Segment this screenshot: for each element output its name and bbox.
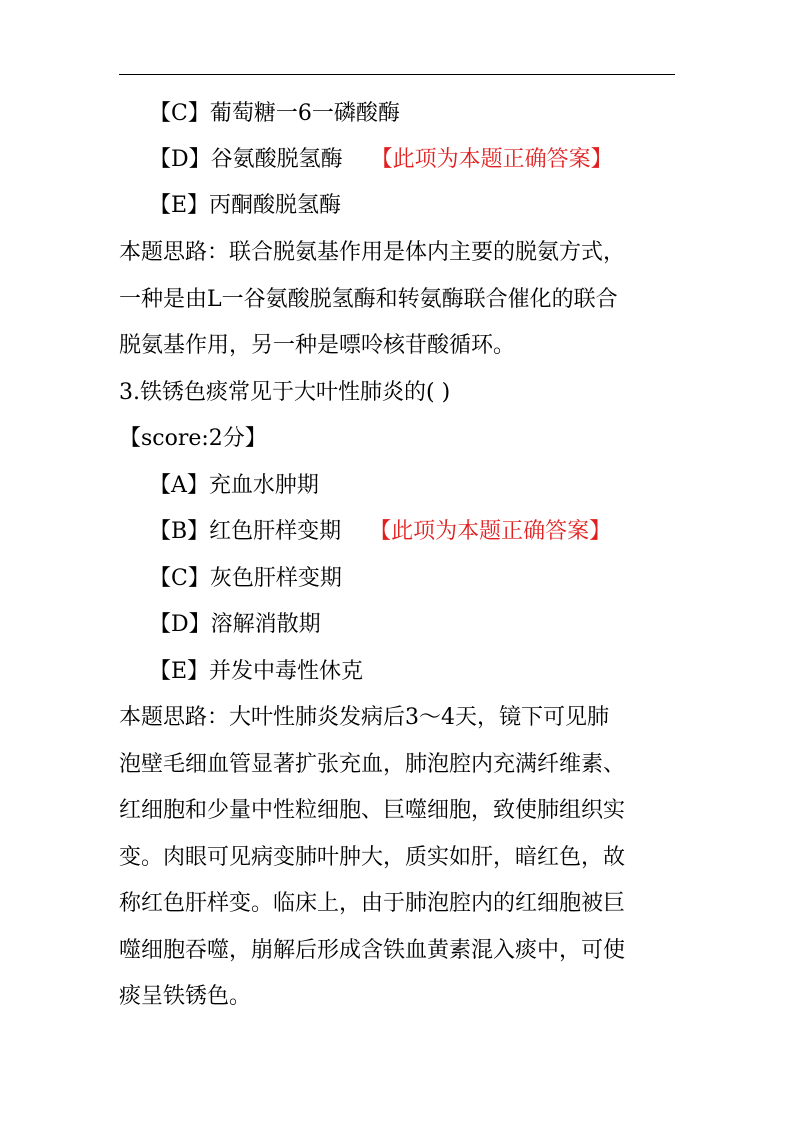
explanation-line: 本题思路：联合脱氨基作用是体内主要的脱氨方式， bbox=[119, 240, 626, 265]
option-e bbox=[149, 192, 341, 220]
explanation-line: 痰呈铁锈色。 bbox=[119, 984, 252, 1009]
option-label: 【E】并发中毒性休克 bbox=[149, 659, 364, 684]
option-b bbox=[149, 518, 611, 546]
explanation-line: 本题思路：大叶性肺炎发病后3～4天，镜下可见肺 bbox=[119, 705, 609, 730]
option-d bbox=[149, 611, 321, 639]
correct-answer-note: 【此项为本题正确答案】 bbox=[369, 519, 612, 544]
explanation-line: 噬细胞吞噬，崩解后形成含铁血黄素混入痰中，可使 bbox=[119, 938, 626, 963]
explanation-line: 脱氨基作用，另一种是嘌呤核苷酸循环。 bbox=[119, 333, 516, 358]
option-label: 【D】谷氨酸脱氢酶 bbox=[149, 147, 343, 172]
option-c bbox=[149, 100, 400, 128]
explanation-line: 称红色肝样变。临床上，由于肺泡腔内的红细胞被巨 bbox=[119, 891, 626, 916]
option-a bbox=[149, 472, 319, 500]
option-d bbox=[149, 146, 613, 174]
option-label: 【E】丙酮酸脱氢酶 bbox=[149, 193, 342, 218]
option-label: 【D】溶解消散期 bbox=[149, 612, 321, 637]
explanation-line: 一种是由L一谷氨酸脱氢酶和转氨酶联合催化的联合 bbox=[119, 287, 618, 312]
question-score: 【score:2分】 bbox=[119, 426, 267, 451]
explanation-line: 变。肉眼可见病变肺叶肿大，质实如肝，暗红色，故 bbox=[119, 845, 626, 870]
option-e bbox=[149, 658, 363, 686]
question-stem: 3.铁锈色痰常见于大叶性肺炎的( ) bbox=[119, 380, 451, 405]
correct-answer-note: 【此项为本题正确答案】 bbox=[370, 147, 613, 172]
header-divider bbox=[119, 74, 675, 75]
option-label: 【A】充血水肿期 bbox=[149, 473, 319, 498]
option-label: 【C】葡萄糖一6一磷酸酶 bbox=[149, 101, 400, 126]
option-label: 【B】红色肝样变期 bbox=[149, 519, 342, 544]
option-c bbox=[149, 565, 342, 593]
option-label: 【C】灰色肝样变期 bbox=[149, 566, 342, 591]
explanation-line: 红细胞和少量中性粒细胞、巨噬细胞，致使肺组织实 bbox=[119, 798, 626, 823]
explanation-line: 泡壁毛细血管显著扩张充血，肺泡腔内充满纤维素、 bbox=[119, 752, 626, 777]
